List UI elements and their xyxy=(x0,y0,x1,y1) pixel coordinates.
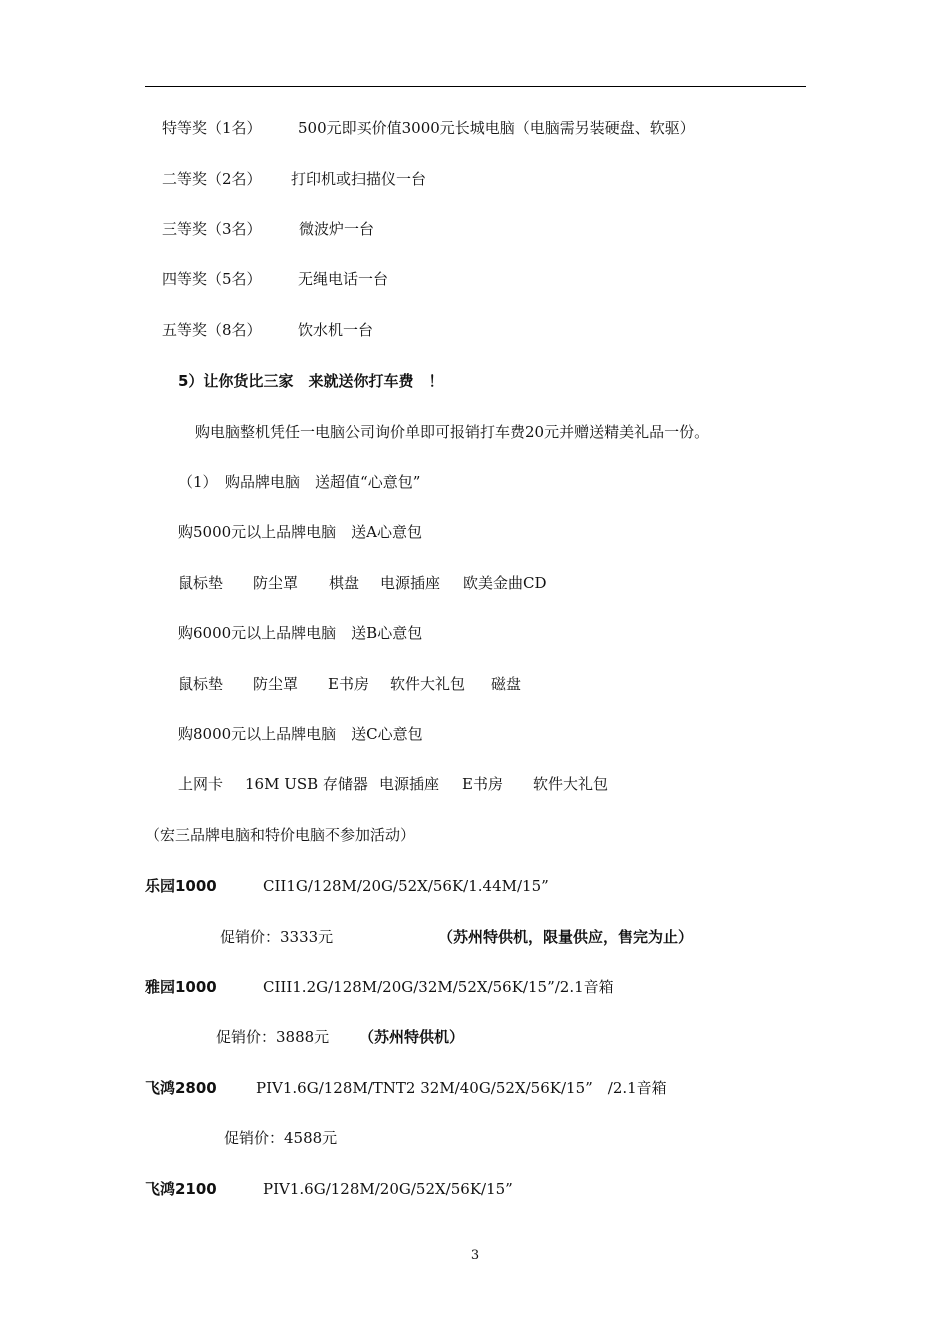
package-item: 欧美金曲CD xyxy=(463,574,547,592)
package-item: 软件大礼包 xyxy=(390,675,466,693)
product-price: 促销价：4588元 xyxy=(224,1129,338,1147)
product-name: 乐园1000 xyxy=(145,877,217,895)
section5-description: 购电脑整机凭任一电脑公司询价单即可报销打车费20元并赠送精美礼品一份。 xyxy=(195,423,710,441)
prize-desc: 饮水机一台 xyxy=(298,321,374,339)
package-item: 棋盘 xyxy=(329,574,360,592)
exclusion-note: （宏三品牌电脑和特价电脑不参加活动） xyxy=(145,826,416,844)
prize-desc: 打印机或扫描仪一台 xyxy=(291,170,427,188)
prize-rank: 四等奖（5名） xyxy=(162,270,262,288)
package-item: 电源插座 xyxy=(379,775,440,793)
package-item: E书房 xyxy=(328,675,369,693)
product-tag: （苏州特供机，限量供应，售完为止） xyxy=(438,928,694,946)
product-spec: PIV1.6G/128M/TNT2 32M/40G/52X/56K/15” /2.1音箱 xyxy=(256,1079,667,1097)
sub1-heading: （1） 购品牌电脑 送超值“心意包” xyxy=(178,473,421,491)
package-item: E书房 xyxy=(462,775,503,793)
package-b-condition: 购6000元以上品牌电脑 送B心意包 xyxy=(178,624,423,642)
product-name: 飞鸿2100 xyxy=(145,1180,217,1198)
product-spec: CII1G/128M/20G/52X/56K/1.44M/15” xyxy=(263,877,549,895)
package-a-condition: 购5000元以上品牌电脑 送A心意包 xyxy=(178,523,423,541)
package-c-condition: 购8000元以上品牌电脑 送C心意包 xyxy=(178,725,423,743)
prize-rank: 三等奖（3名） xyxy=(162,220,262,238)
package-item: 电源插座 xyxy=(380,574,441,592)
package-item: 鼠标垫 xyxy=(178,574,224,592)
package-item: 软件大礼包 xyxy=(533,775,609,793)
product-name: 雅园1000 xyxy=(145,978,217,996)
package-item: 16M USB 存储器 xyxy=(245,775,368,793)
package-item: 防尘罩 xyxy=(253,675,299,693)
prize-rank: 五等奖（8名） xyxy=(162,321,262,339)
product-spec: PIV1.6G/128M/20G/52X/56K/15” xyxy=(263,1180,513,1198)
package-item: 磁盘 xyxy=(491,675,522,693)
prize-desc: 微波炉一台 xyxy=(299,220,375,238)
package-item: 防尘罩 xyxy=(253,574,299,592)
prize-desc: 无绳电话一台 xyxy=(298,270,389,288)
package-item: 鼠标垫 xyxy=(178,675,224,693)
section5-heading: 5）让你货比三家 来就送你打车费 ！ xyxy=(178,372,444,390)
prize-rank: 特等奖（1名） xyxy=(162,119,262,137)
prize-desc: 500元即买价值3000元长城电脑（电脑需另装硬盘、软驱） xyxy=(298,119,695,137)
product-price: 促销价：3888元 xyxy=(216,1028,330,1046)
product-name: 飞鸿2800 xyxy=(145,1079,217,1097)
product-spec: CIII1.2G/128M/20G/32M/52X/56K/15”/2.1音箱 xyxy=(263,978,614,996)
page-number: 3 xyxy=(470,1248,480,1263)
product-tag: （苏州特供机） xyxy=(359,1028,465,1046)
package-item: 上网卡 xyxy=(178,775,224,793)
product-price: 促销价：3333元 xyxy=(220,928,334,946)
prize-rank: 二等奖（2名） xyxy=(162,170,262,188)
header-rule xyxy=(145,86,806,87)
